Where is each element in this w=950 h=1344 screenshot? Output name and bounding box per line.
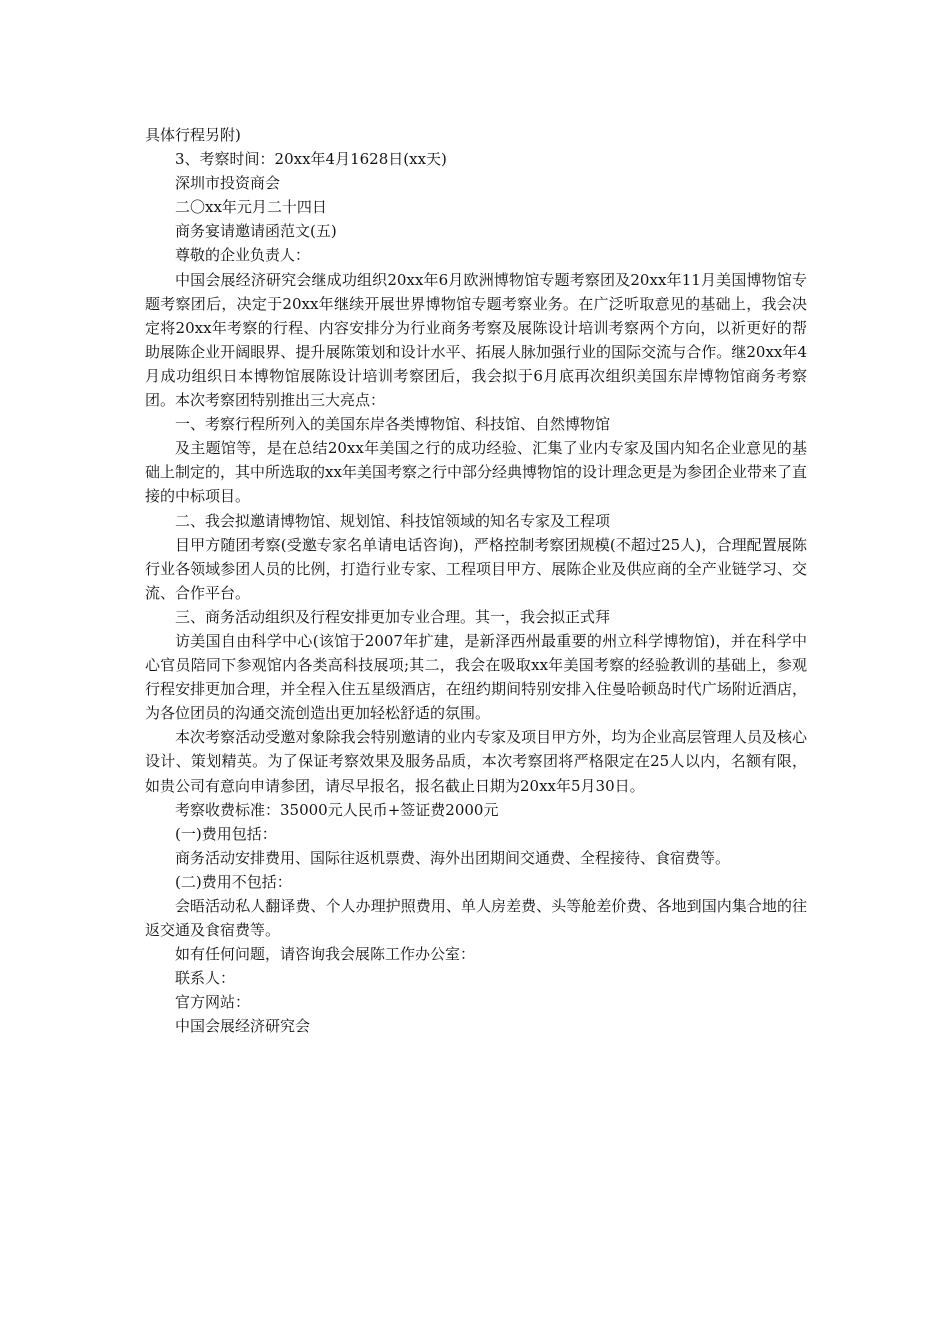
paragraph-itinerary-note: 具体行程另附) <box>145 126 241 144</box>
paragraph-highlight-three-heading: 三、商务活动组织及行程安排更加专业合理。其一，我会拟正式拜 <box>175 607 611 626</box>
paragraph-salutation: 尊敬的企业负责人： <box>175 246 311 265</box>
paragraph-fee-excluded-heading: (二)费用不包括： <box>175 872 292 891</box>
paragraph-highlight-two-body: 目甲方随团考察(受邀专家名单请电话咨询)，严格控制考察团规模(不超过25人)，合理配置展陈行业各领域参团人员的比例，打造行业专家、工程项目甲方、展陈企业及供应商的全产业链学习、交流、合作平台。 <box>145 535 807 602</box>
paragraph-participants: 本次考察活动受邀对象除我会特别邀请的业内专家及项目甲方外，均为企业高层管理人员及核心设计、策划精英。为了保证考察效果及服务品质，本次考察团将严格限定在25人以内，名额有限，如贵公司有意向申请参团，请尽早报名，报名截止日期为20xx年5月30日。 <box>145 728 807 795</box>
paragraph-highlight-two-heading: 二、我会拟邀请博物馆、规划馆、科技馆领域的知名专家及工程项 <box>175 511 611 530</box>
paragraph-section-title: 商务宴请邀请函范文(五) <box>175 222 337 241</box>
paragraph-fee-standard: 考察收费标准：35000元人民币+签证费2000元 <box>175 800 499 819</box>
paragraph-intro: 中国会展经济研究会继成功组织20xx年6月欧洲博物馆专题考察团及20xx年11月美国博物馆专题考察团后，决定于20xx年继续开展世界博物馆专题考察业务。在广泛听取意见的基础上，我会决定将20xx年考察的行程、内容安排分为行业商务考察及展陈设计培训考察两个方向，以祈更好的帮助展陈企业开阔眼界、提升展陈策划和设计水平、拓展人脉加强行业的国际交流与合作。继20xx年4月成功组织日本博物馆展陈设计培训考察团后，我会拟于6月底再次组织美国东岸博物馆商务考察团。本次考察团特别推出三大亮点： <box>145 270 807 410</box>
paragraph-highlight-one-heading: 一、考察行程所列入的美国东岸各类博物馆、科技馆、自然博物馆 <box>175 415 611 434</box>
paragraph-highlight-one-body: 及主题馆等，是在总结20xx年美国之行的成功经验、汇集了业内专家及国内知名企业意见的基础上制定的，其中所选取的xx年美国考察之行中部分经典博物馆的设计理念更是为参团企业带来了直接的中标项目。 <box>145 439 807 506</box>
paragraph-fee-included-heading: (一)费用包括： <box>175 824 277 843</box>
paragraph-highlight-three-body: 访美国自由科学中心(该馆于2007年扩建，是新泽西州最重要的州立科学博物馆)，并在科学中心官员陪同下参观馆内各类高科技展项;其二，我会在吸取xx年美国考察的经验教训的基础上，参观行程安排更加合理，并全程入住五星级酒店，在纽约期间特别安排入住曼哈顿岛时代广场附近酒店，为各位团员的沟通交流创造出更加轻松舒适的氛围。 <box>145 631 807 723</box>
document-body <box>145 123 807 1039</box>
paragraph-website: 官方网站： <box>175 993 251 1012</box>
paragraph-closing-org: 中国会展经济研究会 <box>175 1017 311 1036</box>
paragraph-signature-org: 深圳市投资商会 <box>175 174 281 193</box>
paragraph-fee-included-body: 商务活动安排费用、国际往返机票费、海外出团期间交通费、全程接待、食宿费等。 <box>175 848 731 867</box>
paragraph-inspection-time: 3、考察时间：20xx年4月1628日(xx天) <box>175 150 447 169</box>
paragraph-contact-person: 联系人： <box>175 969 236 988</box>
paragraph-signature-date: 二〇xx年元月二十四日 <box>175 198 327 217</box>
paragraph-contact-intro: 如有任何问题，请咨询我会展陈工作办公室： <box>175 945 476 964</box>
paragraph-fee-excluded-body: 会晤活动私人翻译费、个人办理护照费用、单人房差费、头等舱差价费、各地到国内集合地的往返交通及食宿费等。 <box>145 897 807 940</box>
